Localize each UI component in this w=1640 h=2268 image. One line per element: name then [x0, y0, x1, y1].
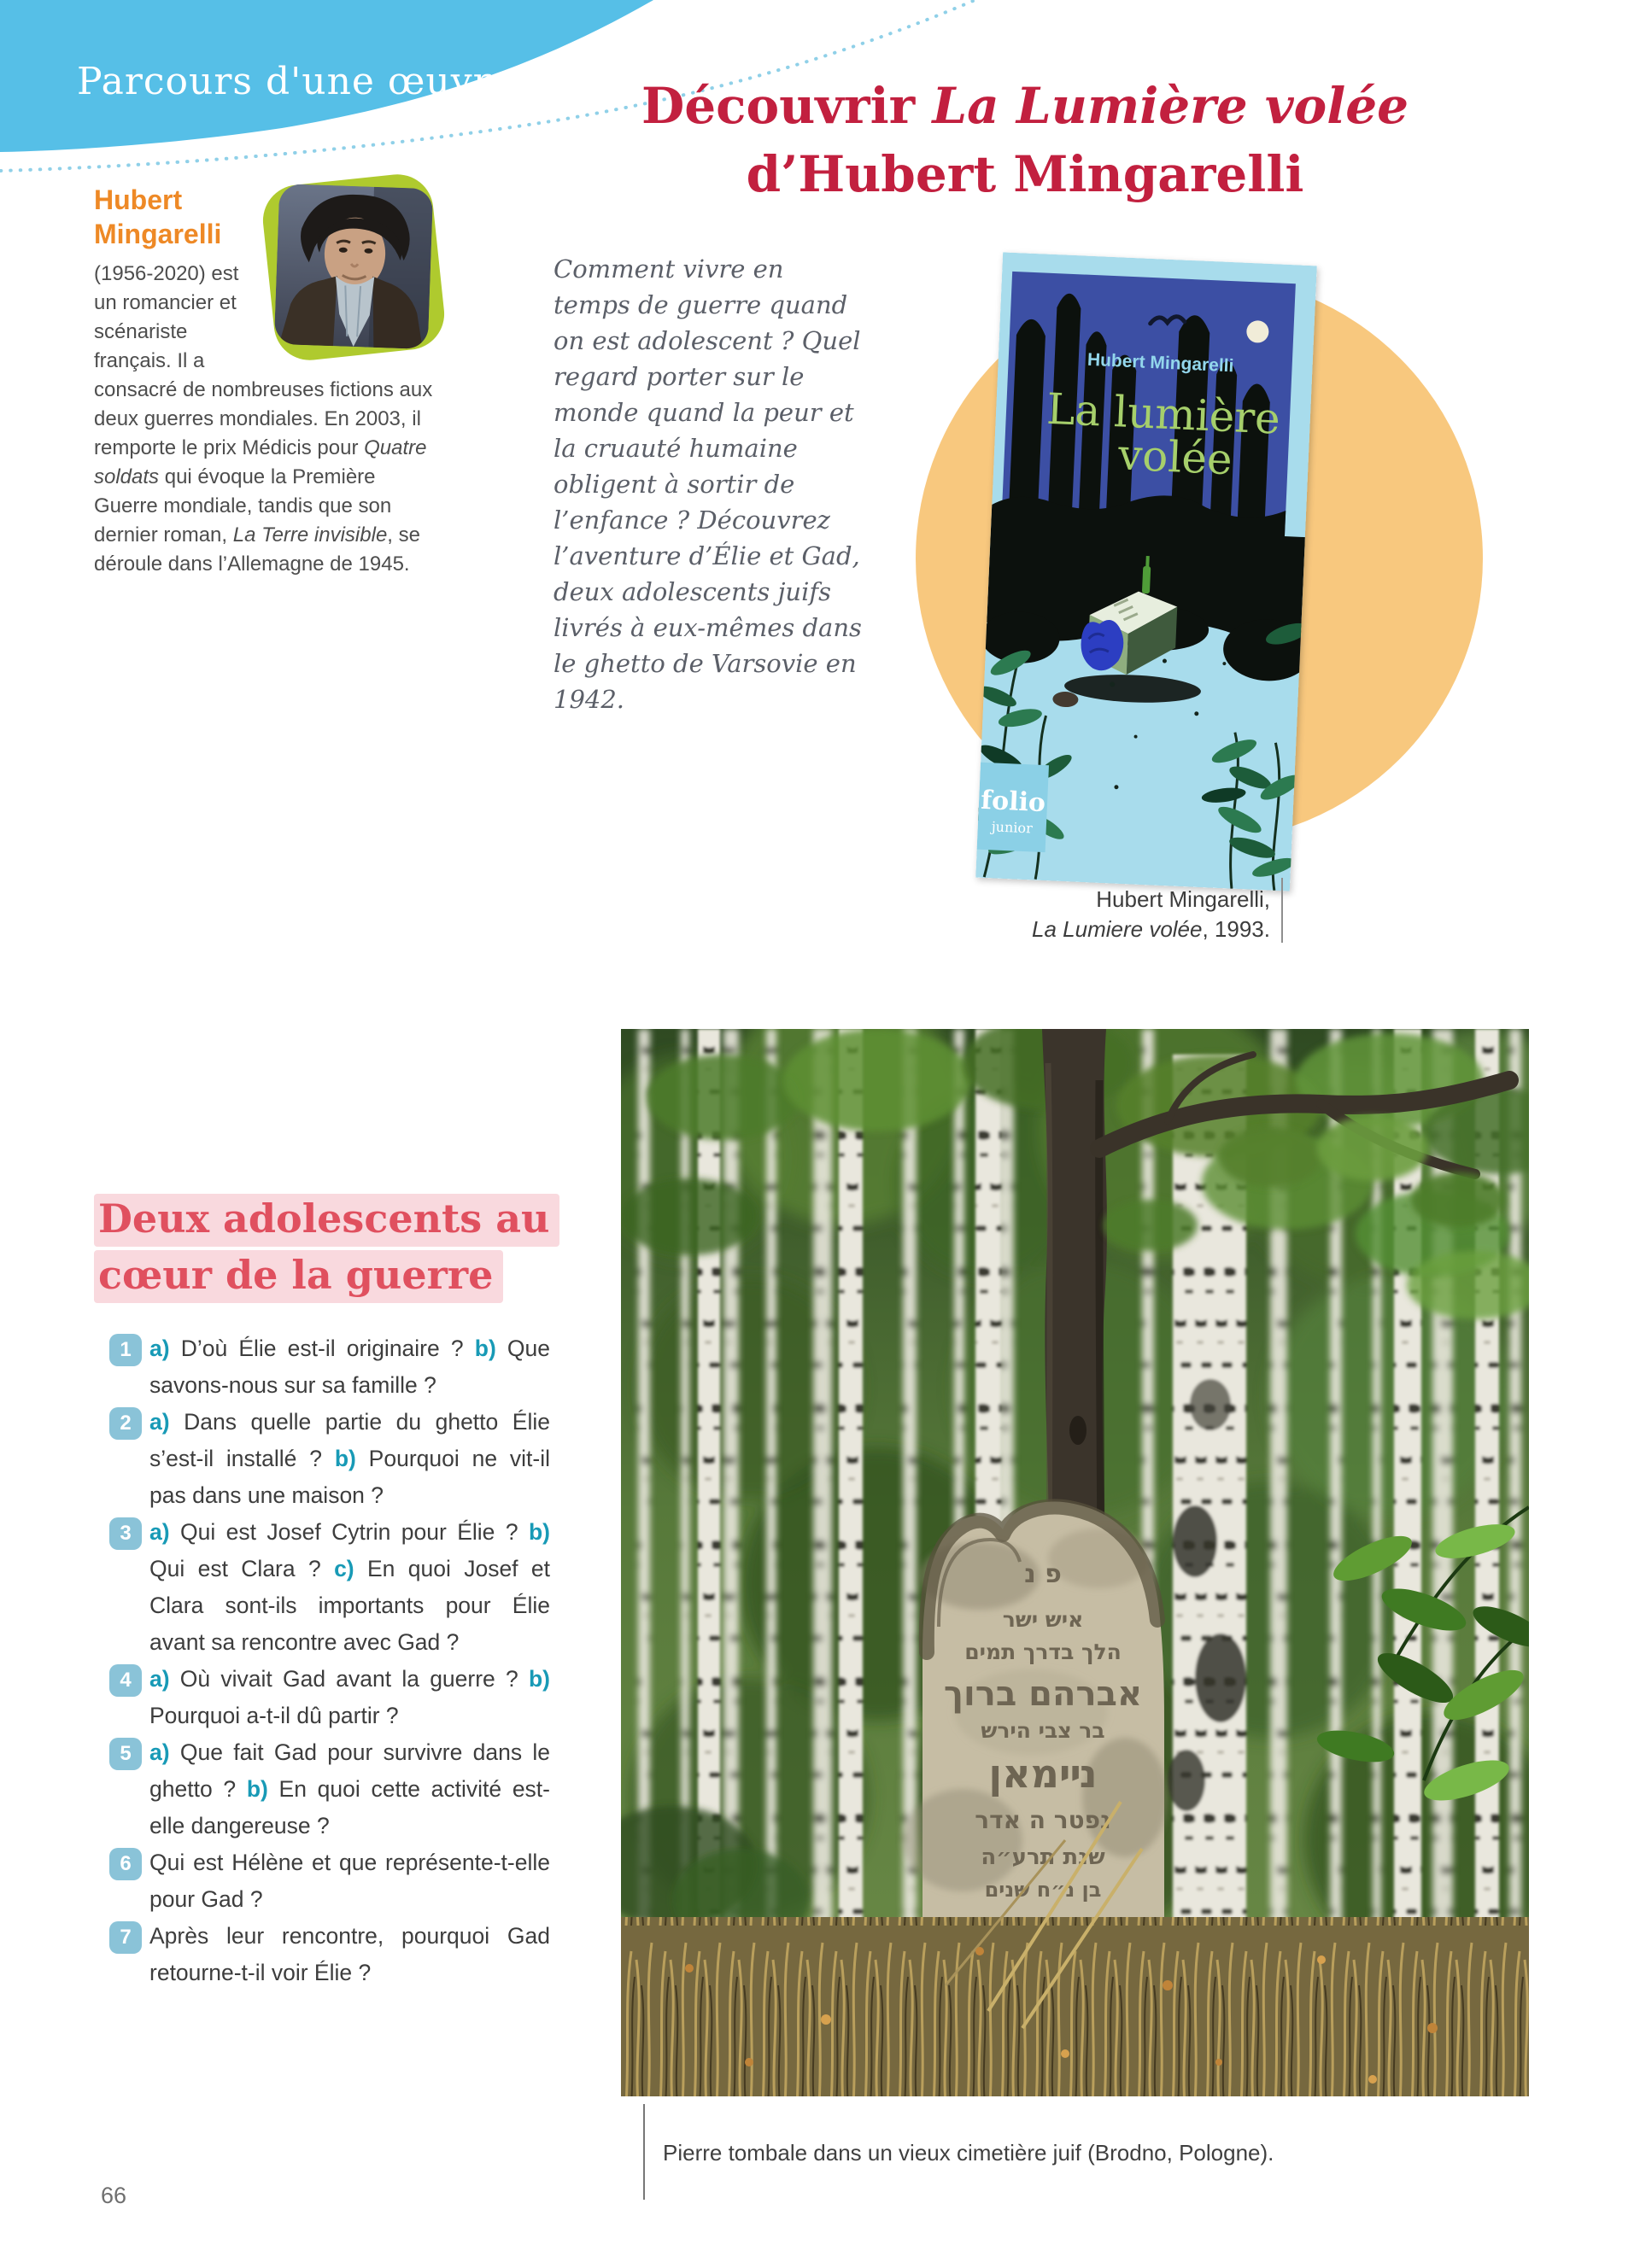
question-letter: b) — [334, 1446, 356, 1471]
question-letter: b) — [246, 1776, 268, 1802]
question-text: Après leur rencontre, pourquoi Gad retourne-t-il voir Élie ? — [149, 1923, 550, 1985]
heading-line2: cœur de la guerre — [94, 1250, 503, 1303]
svg-text:נײמאן: נײמאן — [988, 1751, 1098, 1797]
svg-text:בר צבי הירש: בר צבי הירש — [981, 1718, 1105, 1743]
question-number-badge: 7 — [109, 1921, 142, 1954]
question-text: a) Où vivait Gad avant la guerre ? b) Pourquoi a-t-il dû partir ? — [149, 1666, 550, 1728]
title-line2: d’Hubert Mingarelli — [746, 145, 1304, 203]
heading-line1: Deux adolescents au — [94, 1194, 559, 1247]
forest-photo — [621, 1029, 1529, 2096]
svg-text:שנת תרע״ה: שנת תרע״ה — [981, 1844, 1105, 1870]
intro-text: Comment vivre en temps de guerre quand on est adolescent ? Quel regard porter sur le monde quand la peur et la cruauté humaine obligent à sortir de l’enfance ? Découvrez l’aventure d’Élie et Gad, deux adolescents juifs livrés à eux-mêmes dans le ghetto de Varsovie en 1942. — [554, 254, 862, 714]
cover-author: Hubert Mingarelli — [1086, 349, 1234, 377]
svg-text:נפטר ה אדר: נפטר ה אדר — [975, 1806, 1111, 1834]
publisher-logo: folio — [980, 785, 1046, 819]
author-photo — [268, 179, 439, 355]
book-cover — [975, 252, 1317, 891]
page-number: 66 — [101, 2183, 127, 2208]
question-item — [109, 1661, 550, 1734]
question-item — [109, 1844, 550, 1918]
question-letter: c) — [334, 1556, 354, 1581]
question-letter: a) — [149, 1519, 170, 1545]
title-line1: Découvrir La Lumière volée — [641, 77, 1409, 135]
question-text: a) Que fait Gad pour survivre dans le ghetto ? b) En quoi cette activité est-elle dangereuse ? — [149, 1739, 550, 1838]
question-text: a) Dans quelle partie du ghetto Élie s’est-il installé ? b) Pourquoi ne vit-il pas dans une maison ? — [149, 1409, 550, 1508]
question-number-badge: 6 — [109, 1848, 142, 1880]
question-letter: b) — [528, 1666, 550, 1692]
svg-text:אברהם ברוך: אברהם ברוך — [943, 1675, 1143, 1714]
svg-text:פ נ: פ נ — [1024, 1559, 1062, 1589]
question-number-badge: 4 — [109, 1664, 142, 1697]
question-letter: a) — [149, 1739, 170, 1765]
cover-title-line1: La lumière — [1046, 383, 1282, 444]
questions-list — [109, 1330, 550, 1991]
gravestone — [903, 1502, 1168, 1985]
question-letter: a) — [149, 1666, 170, 1692]
question-number-badge: 5 — [109, 1738, 142, 1770]
cover-title-line2: volée — [1116, 430, 1233, 485]
question-item — [109, 1734, 550, 1844]
svg-text:הלך בדרך תמים: הלך בדרך תמים — [964, 1640, 1122, 1664]
question-letter: b) — [474, 1336, 496, 1361]
page-title — [598, 72, 1452, 208]
question-item — [109, 1404, 550, 1514]
question-item — [109, 1514, 550, 1661]
dry-grass — [621, 1917, 1529, 2096]
photo-caption-rule — [643, 2104, 645, 2200]
question-text: a) D’où Élie est-il originaire ? b) Que savons-nous sur sa famille ? — [149, 1336, 551, 1398]
question-letter: b) — [528, 1519, 550, 1545]
author-bio-box — [94, 179, 439, 579]
banner-label: Parcours d'une œuvre — [77, 60, 515, 103]
svg-text:בן נ״ח שנים: בן נ״ח שנים — [984, 1878, 1102, 1902]
caption-rule — [1281, 878, 1283, 943]
author-bio-text: (1956-2020) est un romancier et scénariste français. Il a consacré de nombreuses fictions aux deux guerres mondiales. En 2003, il remporte le prix Médicis pour Quatre soldats qui évoque la Première Guerre mondiale, tandis que son dernier roman, La Terre invisible, se déroule dans l’Allemagne de 1945. — [94, 262, 433, 576]
photo-caption: Pierre tombale dans un vieux cimetière juif (Brodno, Pologne). — [663, 2140, 1274, 2166]
svg-text:איש ישר: איש ישר — [1002, 1607, 1084, 1632]
book-caption: Hubert Mingarelli, La Lumiere volée, 1993. — [1032, 886, 1270, 942]
author-name: Hubert Mingarelli — [94, 184, 222, 249]
question-number-badge: 2 — [109, 1407, 142, 1440]
question-letter: a) — [149, 1336, 170, 1361]
question-number-badge: 3 — [109, 1517, 142, 1550]
question-number-badge: 1 — [109, 1334, 142, 1366]
portrait-photo — [274, 184, 433, 349]
question-item — [109, 1330, 550, 1404]
question-letter: a) — [149, 1409, 170, 1435]
section-heading — [94, 1190, 559, 1303]
publisher-logo-sub: junior — [991, 818, 1034, 837]
question-text: a) Qui est Josef Cytrin pour Élie ? b) Qui est Clara ? c) En quoi Josef et Clara sont-ils importants pour Élie avant sa rencontre avec Gad ? — [149, 1519, 550, 1655]
question-item — [109, 1918, 550, 1991]
question-text: Qui est Hélène et que représente-t-elle pour Gad ? — [149, 1850, 550, 1912]
book-cover-illustration — [975, 252, 1317, 891]
